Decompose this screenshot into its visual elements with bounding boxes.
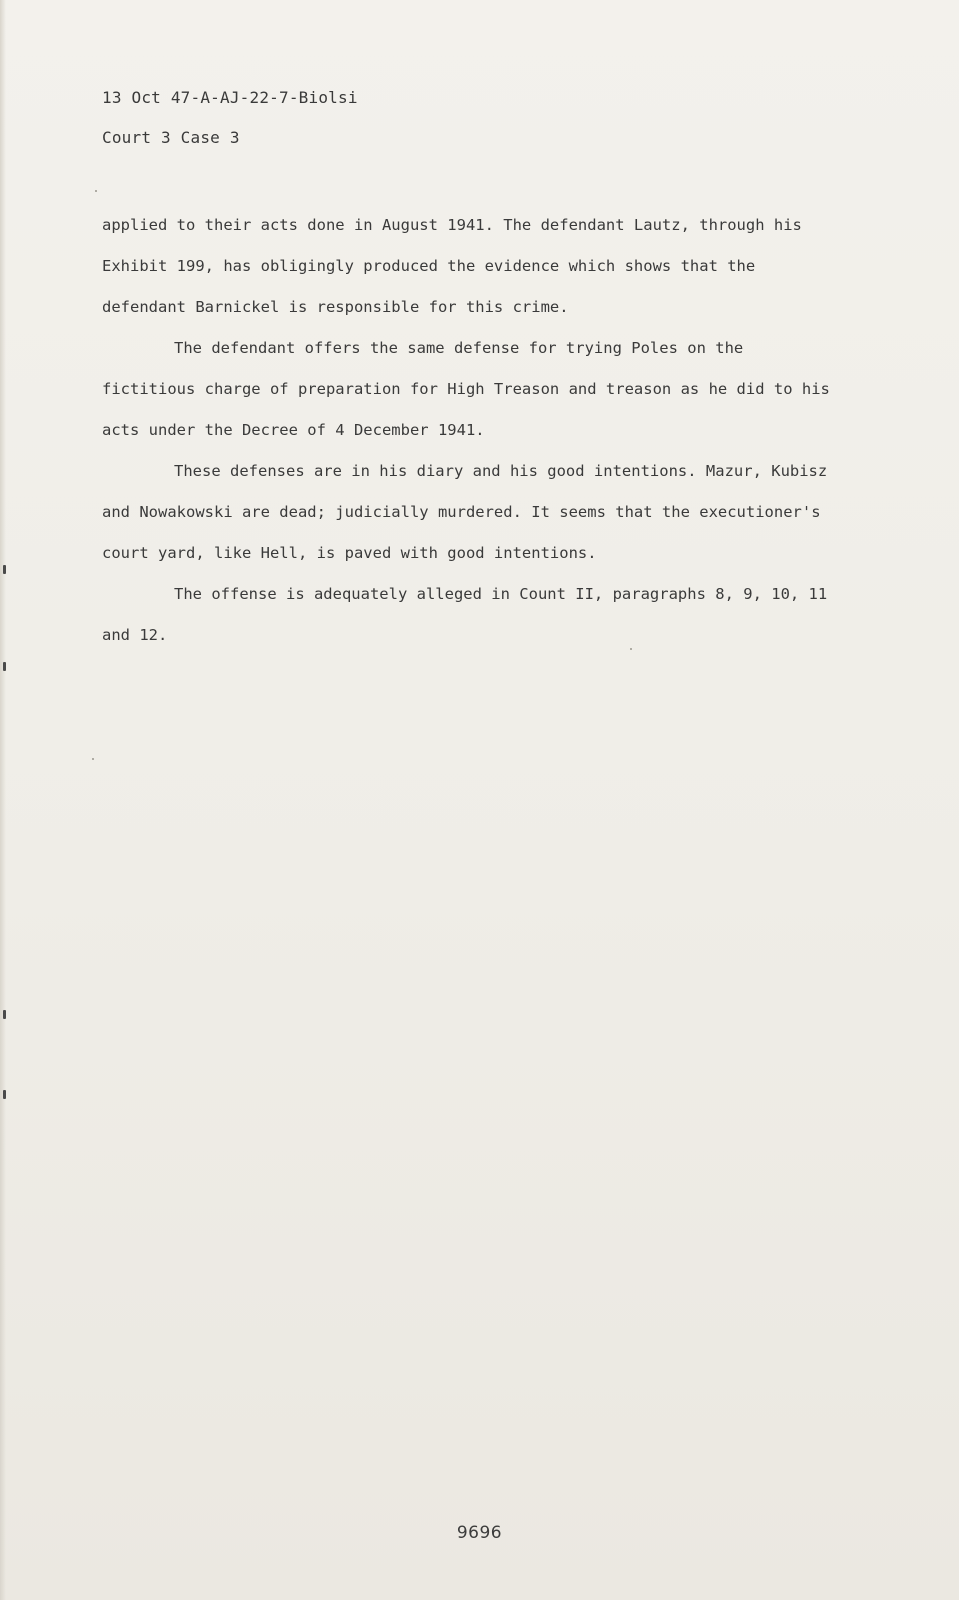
punch-mark	[3, 1010, 6, 1019]
paragraph: The offense is adequately alleged in Count II, paragraphs 8, 9, 10, 11 and 12.	[102, 585, 828, 644]
punch-mark	[3, 662, 6, 671]
page-number: 9696	[456, 1523, 503, 1543]
punch-mark	[3, 1090, 6, 1099]
paragraph: The defendant offers the same defense for trying Poles on the fictitious charge of preparation for High Treason and treason as he did to his acts under the Decree of 4 December 1941.	[102, 339, 830, 439]
court-case-line: Court 3 Case 3	[102, 128, 240, 147]
paper-speck	[92, 758, 94, 760]
document-body	[102, 205, 842, 656]
paper-speck	[630, 648, 632, 650]
binding-edge	[0, 0, 6, 1600]
punch-mark	[3, 565, 6, 574]
paragraph: applied to their acts done in August 1941. The defendant Lautz, through his Exhibit 199, has obligingly produced the evidence which shows that the defendant Barnickel is responsible for this crime.	[102, 216, 802, 316]
paper-speck	[95, 190, 97, 192]
paragraph: These defenses are in his diary and his good intentions. Mazur, Kubisz and Nowakowski are dead; judicially murdered. It seems that the executioner's court yard, like Hell, is paved with good intentions.	[102, 462, 828, 562]
document-reference: 13 Oct 47-A-AJ-22-7-Biolsi	[102, 88, 358, 107]
